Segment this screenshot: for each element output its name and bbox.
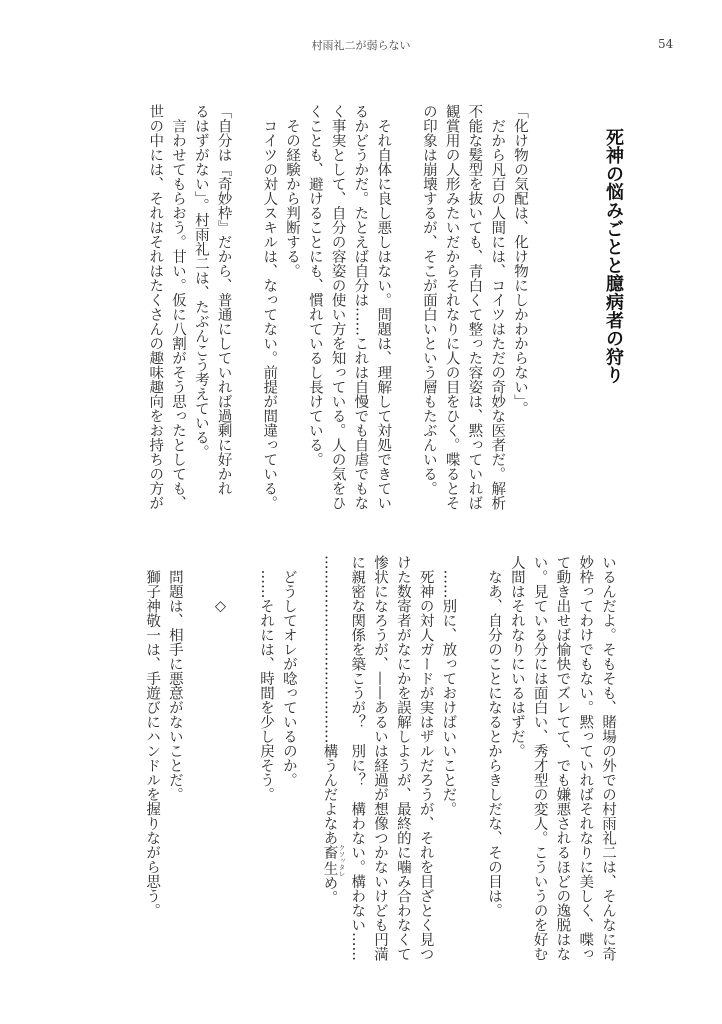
text-line: その経験から判断する。	[284, 104, 301, 278]
text-line: 言わせてもらおう。甘い。仮に八割がそう思ったとしても、	[170, 104, 187, 510]
text-line: コイツの対人スキルは、なってない。前提が間違っている。	[261, 104, 278, 510]
text-line: 不能な髪型を抜いても、青白くて整った容姿は、黙っていれば	[466, 104, 483, 510]
text-line: くことも、避けることにも、慣れているし長けている。	[306, 104, 323, 467]
text-line: 死神の対人ガードが実はザルだろうが、それを目ざとく見つ	[417, 555, 434, 961]
running-header-title: 村雨礼二が弱らない	[311, 39, 411, 52]
blank-line	[186, 555, 209, 965]
text-line: だから凡百の人間には、コイツはただの奇妙な医者だ。解析	[489, 104, 506, 510]
text-line: なあ、自分のことになるとからきしだな、その目は。	[486, 555, 503, 918]
text-line: それ自体に良し悪しはない。問題は、理解して対処できてい	[375, 104, 392, 510]
text-line: 妙枠ってわけでもない。黙っていればそれなりに美しく、喋っ	[577, 555, 594, 961]
section-break-diamond: ◇	[212, 555, 229, 615]
page-number: 54	[658, 37, 674, 51]
text-line: 「化け物の気配は、化け物にしかわからない」。	[512, 104, 528, 416]
text-line: 人間はそれなりにいるはずだ。	[508, 555, 525, 758]
text-line: 惨状になろうが、——あるいは経過が想像つかないけども円満	[372, 555, 389, 961]
upper-text-block	[143, 104, 531, 514]
text-line: ……それには、時間を少し戻そう。	[258, 555, 275, 802]
text-line: に親密な関係を築こうが？ 別に？ 構わない。構わない……	[349, 555, 366, 961]
text-line: 問題は、相手に悪意がないことだ。	[166, 555, 183, 802]
text-line: 世の中には、それはそれはたくさんの趣味趣向をお持ちの方が	[147, 104, 164, 510]
text-line: いるんだよ。そもそも、賭場の外での村雨礼二は、そんなに奇	[600, 555, 616, 961]
text-line: て動き出せば愉快でズレてて、でも嫌悪されるほどの逸脱はな	[554, 555, 571, 961]
text-line: く事実として、自分の容姿の使い方を知っている。人の気をひ	[329, 104, 346, 510]
text-line: どうしてオレが唸っているのか。	[280, 555, 297, 787]
ruby-base: 畜生	[321, 844, 338, 877]
ruby-text: クソッタレ	[337, 844, 346, 877]
ruby-line-post: め。	[321, 875, 338, 905]
ruby-annotation	[321, 844, 346, 877]
blank-line	[459, 555, 482, 965]
chapter-title: 死神の悩みごとと臆病者の狩り	[603, 128, 624, 385]
text-line: 「自分は『奇妙枠』だから、普通にしていれば過剰に好かれ	[215, 104, 232, 496]
lower-text-block	[140, 555, 619, 965]
text-line: 観賞用の人形みたいだからそれなりに人の目をひく。喋るとそ	[443, 104, 460, 510]
blank-line	[394, 104, 417, 514]
text-line: けた数寄者がなにかを誤解しようが、最終的に噛み合わなくて	[394, 555, 411, 961]
ruby-line-pre: …………………………………構うんだよなあ	[321, 555, 338, 845]
text-line: 獅子神敬一は、手遊びにハンドルを握りながら思う。	[144, 555, 161, 918]
text-line: の印象は崩壊するが、そこが面白いという層もたぶんいる。	[420, 104, 437, 496]
blank-line	[231, 555, 254, 965]
text-line: るかどうかだ。たとえば自分は……これは自慢でも自虐でもな	[352, 104, 369, 510]
blank-line	[235, 104, 258, 514]
text-line: い。見ている分には面白い、秀才型の変人。こういうのを好む	[531, 555, 548, 961]
text-line: ……別に、放っておけばいいことだ。	[440, 555, 457, 816]
text-line: るはずがない」。村雨礼二は、たぶんこう考えている。	[192, 104, 209, 460]
text-line-with-ruby	[323, 555, 346, 965]
